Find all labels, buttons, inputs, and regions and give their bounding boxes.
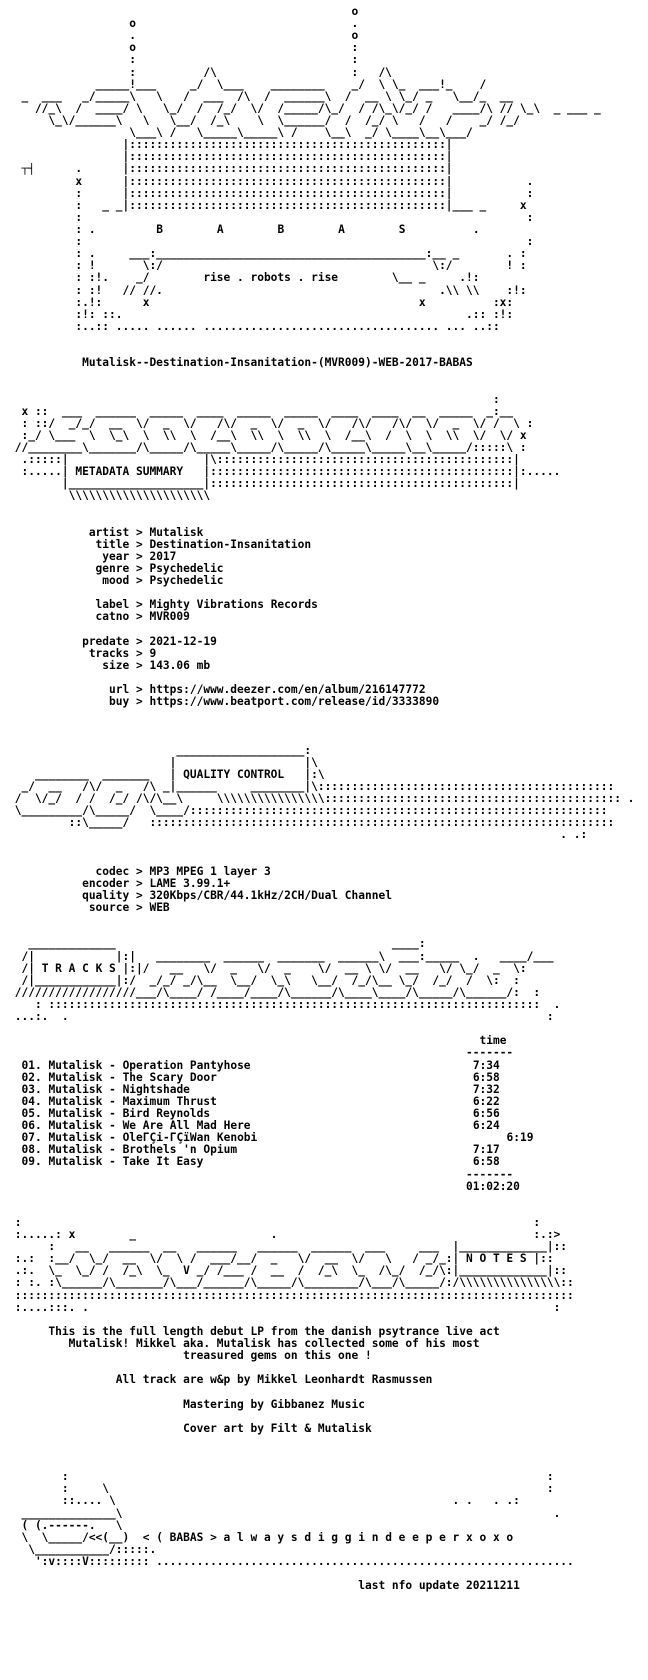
ascii-art: | |\ [8,756,318,769]
ascii-art: ::::::::::::::::::::::::::::::::::::::::::::::::::::::::::::::::::::::::::::::::::: [8,1289,574,1302]
track-title: We Are All Mad Here [122,1120,251,1133]
spacer [8,502,642,514]
meta-predate: predate > 2021-12-19 [8,635,217,648]
track-time: 6:24 [472,1120,500,1133]
ascii-art: \___\ / \_____\_____\ / \__\ _/ \____\__\___/ [8,127,473,140]
meta-year: year > 2017 [8,550,177,563]
update-text: last nfo update 20211211 [358,1580,520,1593]
ascii-art: \_________/\_____/ \____/:::::::::::::::::::::::::::::::::::::::::::::::::::::::::::::: [8,805,608,818]
group-letter: A [338,223,345,236]
qc-source: source > WEB [8,902,170,915]
buy-link[interactable]: https://www.beatport.com/release/id/3333890 [149,696,440,709]
track-title: Maximum Thrust [122,1095,217,1108]
motto-text: < ( BABAS > a l w a y s d i g g i n d e e p e r x o x o [142,1531,514,1544]
meta-label: label > Mighty Vibrations Records [8,599,318,612]
track-artist: Mutalisk [48,1095,103,1108]
tracks-title: T R A C K S [41,962,116,975]
ascii-art: ______________\ . [8,1507,561,1520]
ascii-art: ::\_____/ ::::::::::::::::::::::::::::::::::::::::::::::::::::::::::::::::::::: [8,817,615,830]
spacer [8,381,642,393]
ascii-art: :!: ::. .:: :!: [8,308,514,321]
track-num: 03. [21,1083,42,1096]
ascii-art: : \ : [8,1483,554,1496]
meta-artist: artist > Mutalisk [8,526,204,539]
group-letter: S [398,223,406,236]
track-row: 01. Mutalisk - Operation Pantyhose 7:34 [21,1059,500,1072]
spacer [8,333,642,345]
ascii-art: ::.... \ . . . .: [8,1495,520,1508]
ascii-art: : : [8,1216,541,1229]
spacer [8,1362,642,1374]
ascii-art: : : [8,1471,554,1484]
ascii-art: : :. :\______/\_______/\___/______/\_____/\________/\___/\_____/:/\\\\\\\\\\\\\\\:: [8,1277,574,1290]
ascii-art: ___________________: [8,744,312,757]
spacer [8,1314,642,1326]
ascii-art: ┬┤ . |:::::::::::::::::::::::::::::::::::::::::::::::| [8,163,453,176]
spacer [8,914,642,926]
ascii-art: _____________ ____: [8,938,426,951]
spacer [8,624,642,636]
ascii-art: :_/ \___ \ \_\ \ \\ \ /__\ \\ \ \\ \ /__\ / \ \ \\ \/ \/ x [8,429,527,442]
rule: ------- [466,1047,514,1060]
ascii-art: o : [8,42,359,55]
track-time: 7:32 [472,1083,500,1096]
ascii-art: //////////////////___/\____/ /____/____/\______/\____\____/\_____/\______/: : [8,986,541,999]
ascii-art: o . [8,18,359,31]
spacer [8,1411,642,1423]
ascii-art: o [8,6,359,18]
meta-url: url > https://www.deezer.com/en/album/216147772 [8,684,426,697]
tracklist-total [8,1181,642,1193]
ascii-art: : ::::::::::::::::::::::::::::::::::::::::::::::::::::::::::::::::::::::::: . [8,998,561,1011]
catno-value: MVR009 [149,611,190,624]
track-row: 09. Mutalisk - Take It Easy 6:58 [21,1156,500,1169]
footer-motto: \ \_____/<<(__) < ( BABAS > a l w a y s d i g g i n d e e p e r x o x o [8,1531,514,1544]
spacer [8,720,642,732]
track-title: OleГÇi-ГÇïWan Kenobi [122,1132,258,1145]
ascii-art: //_\ / ____/ \ \_/ / /_/ \/ /_____/\_/ / /\_\/_/ / ____/\ // \_\ _ ___ _ [8,102,601,115]
release-name-text: Mutalisk--Destination-Insanitation-(MVR009)-WEB-2017-BABAS [82,357,473,370]
qc-quality: quality > 320Kbps/CBR/44.1kHz/2CH/Dual Channel [8,889,392,902]
spacer [8,587,642,599]
ascii-art: //________\_______/\_____/\_____\_____/\_____/\_____\_____\__\_____/:::::\ : [8,441,527,454]
quality-value: 320Kbps/CBR/44.1kHz/2CH/Dual Channel [149,889,392,902]
spacer [8,515,642,527]
ascii-art: :.....: x _ . :.:> [8,1229,561,1242]
track-num: 01. [21,1059,42,1072]
tracklist-rule [8,1047,642,1059]
genre-value: Psychedelic [149,563,224,576]
track-artist: Mutalisk [48,1132,103,1145]
ascii-art: _____!___ _/ \___ ________ _/ \ \_ ___!_ / [8,78,487,91]
notes-text: treasured gems on this one ! [183,1350,372,1363]
group-letter: B [277,223,285,236]
ascii-art: ...:. . : [8,1011,554,1024]
ascii-art: . .: [8,829,588,842]
section-title: :.: :__/ \_/ __ \/ \ / ___/__/ _ \/ __ \/ \ / _/_:| N O T E S |:: [8,1253,554,1266]
footer-update [8,1580,642,1592]
ascii-art: / \/_/ / / /_/ /\/\__\ \\\\\\\\\\\\\\\\:::::::::::::::::::::::::::::::::::::::::::: . [8,793,635,806]
total-time: 01:02:20 [466,1180,520,1193]
spacer [8,369,642,381]
track-artist: Mutalisk [48,1083,103,1096]
ascii-art: x :: ___ ______ _____ ____ _____ _____ ____ ____ __ _____ _:__ [8,405,514,418]
track-time: 6:58 [472,1071,500,1084]
meta-size: size > 143.06 mb [8,659,211,672]
ascii-art: : : [8,211,534,224]
ascii-art: \___________/:::::. [8,1543,157,1556]
spacer [8,1459,642,1471]
artist-value: Mutalisk [149,526,204,539]
spacer [8,1447,642,1459]
section-title: :.....| METADATA SUMMARY |:::::::::::::::::::::::::::::::::::::::::::::|:..... [8,466,561,479]
spacer [8,1193,642,1205]
notes-line [8,1326,642,1338]
tracks-value: 9 [149,647,157,660]
section-title: /| T R A C K S |:|/ __ \/ _ \/ _ \/ __ \ \/ __ \/ \_/ _ \: [8,962,527,975]
spacer [8,1205,642,1217]
track-title: Nightshade [122,1083,190,1096]
mood-value: Psychedelic [149,575,224,588]
ascii-art: : . ___:________________________________________:__ _ . : [8,248,527,261]
track-num: 05. [21,1107,42,1120]
track-row: 02. Mutalisk - The Scary Door 6:58 [21,1071,500,1084]
rule: ------- [466,1168,514,1181]
label-value: Mighty Vibrations Records [149,599,318,612]
ascii-art: |:::::::::::::::::::::::::::::::::::::::::::::::| [8,139,453,152]
track-title: Brothels 'n Opium [122,1144,238,1157]
track-num: 06. [21,1120,42,1133]
track-artist: Mutalisk [48,1071,103,1084]
ascii-art: :.!: x x :x: [8,296,514,309]
ascii-art: .:. \_ \_/ / /_\ \_ V _/ /___ / __ / /_\ \_ /\_/ /_/\:|_____________|:: [8,1265,568,1278]
ascii-art: |:::::::::::::::::::::::::::::::::::::::::::::::| [8,151,453,164]
meta-catno: catno > MVR009 [8,611,190,624]
notes-line [8,1423,642,1435]
meta-genre: genre > Psychedelic [8,563,224,576]
ascii-art: : ! \:/ \:/ ! : [8,260,527,273]
meta-buy: buy > https://www.beatport.com/release/id/3333890 [8,696,440,709]
credits-text: All track are w&p by Mikkel Leonhardt Rasmussen [115,1374,433,1387]
tagline: rise . robots . rise [203,272,339,285]
mastering-text: Mastering by Gibbanez Music [183,1398,365,1411]
track-artist: Mutalisk [48,1144,103,1157]
release-name [8,357,642,369]
title-value: Destination-Insanitation [149,538,312,551]
notes-line [8,1374,642,1386]
ascii-art: x |:::::::::::::::::::::::::::::::::::::::::::::::| . [8,175,534,188]
spacer [8,1568,642,1580]
ascii-art: _/ __ /\/ _ /\ _|______ ________|\:::::::::::::::::::::::::::::::::::::::::::: [8,781,615,793]
ascii-art: : _ _|:::::::::::::::::::::::::::::::::::::::::::::::|___ _ x [8,199,527,212]
notes-text: Mutalisk! Mikkel aka. Mutalisk has collected some of his most [68,1338,480,1351]
spacer [8,708,642,720]
ascii-art: : /\ : /\ [8,66,392,79]
spacer [8,1386,642,1398]
group-letter: B [156,223,163,236]
ascii-art: : __ ______ __ ______ ______ ______ ___ ___ |_____________|:: [8,1241,568,1254]
track-num: 07. [21,1132,42,1145]
notes-line [8,1338,642,1350]
ascii-art: \\\\\\\\\\\\\\\\\\\\\ [8,490,211,503]
track-row: 04. Mutalisk - Maximum Thrust 6:22 [21,1095,500,1108]
track-title: The Scary Door [122,1071,217,1084]
encoder-value: LAME 3.99.1+ [149,877,231,890]
notes-line [8,1399,642,1411]
track-time: 7:34 [472,1059,500,1072]
track-time: 6:22 [472,1095,500,1108]
track-title: Bird Reynolds [122,1107,211,1120]
qc-encoder: encoder > LAME 3.99.1+ [8,877,231,890]
track-time: 7:17 [472,1144,500,1157]
track-title: Take It Easy [122,1156,204,1169]
track-num: 09. [21,1156,42,1169]
ascii-art: : : [8,54,359,67]
section-title: ________ _______ | QUALITY CONTROL |:\ [8,768,325,781]
ascii-art: : [8,393,500,406]
group-letter: A [216,223,224,236]
track-num: 04. [21,1095,42,1108]
year-value: 2017 [149,550,177,563]
tracklist-header [8,1035,642,1047]
nfo-document [8,6,642,1674]
track-row: 06. Mutalisk - We Are All Mad Here 6:24 [21,1120,500,1133]
spacer [8,345,642,357]
source-value: WEB [149,902,170,915]
quality-title: QUALITY CONTROL [183,768,285,781]
track-time: 6:56 [472,1107,500,1120]
track-time: 6:58 [472,1156,500,1169]
ascii-art: : :!. _/ rise . robots . rise \__ _ .!: [8,272,480,285]
ascii-art: : . B A B A S . [8,223,480,236]
cover-text: Cover art by Filt & Mutalisk [183,1422,372,1435]
track-artist: Mutalisk [48,1156,103,1169]
track-artist: Mutalisk [48,1120,103,1133]
meta-tracks: tracks > 9 [8,647,157,660]
track-time: 6:19 [506,1132,534,1145]
track-row: 03. Mutalisk - Nightshade 7:32 [21,1083,500,1096]
spacer [8,926,642,938]
ascii-art: /|____________|:/ _/_/ _/\__ \__/ \_\ \__/ /_/\__ \_/ /_/ / \: : [8,974,520,987]
meta-title: title > Destination-Insanitation [8,538,312,551]
ascii-art: |____________________|:::::::::::::::::::::::::::::::::::::::::::::| [8,478,520,491]
ascii-art: \_\/______\ \ \__/ /_\ \ \______/ / /_/ \ / / _/ /_/ [8,114,520,127]
ascii-art: ':v::::V::::::::: .............................................................. [8,1556,574,1568]
spacer [8,672,642,684]
ascii-art: :....:::. . : [8,1301,561,1314]
spacer [8,842,642,854]
ascii-art: : :! // //. .\\ \\ :!: [8,284,527,297]
track-row: 07. Mutalisk - OleГÇi-ГÇïWan Kenobi 6:19 [21,1132,534,1145]
ascii-art: . o [8,30,359,43]
size-value: 143.06 mb [149,659,211,672]
spacer [8,1435,642,1447]
ascii-art: ( (.------. \ [8,1519,123,1532]
track-row: 08. Mutalisk - Brothels 'n Opium 7:17 [21,1144,500,1157]
ascii-art: : ::/ _/_/ __ \/ _ \/ /\/ _ \/ _ \/ /\/ /\/ \/ _ \/ / \ : [8,417,534,430]
track-num: 02. [21,1071,42,1084]
track-num: 08. [21,1144,42,1157]
notes-text: This is the full length debut LP from the danish psytrance live act [48,1325,500,1338]
ascii-art: :..:: ..... ...... ................................... ... ..:: [8,320,500,333]
track-artist: Mutalisk [48,1059,103,1072]
codec-value: MP3 MPEG 1 layer 3 [149,865,271,878]
spacer [8,854,642,866]
metadata-title: METADATA SUMMARY [75,466,184,479]
ascii-art: : : [8,236,534,249]
meta-mood: mood > Psychedelic [8,575,224,588]
time-header: time [479,1035,507,1048]
spacer [8,1023,642,1035]
track-row: 05. Mutalisk - Bird Reynolds 6:56 [21,1107,500,1120]
url-link[interactable]: https://www.deezer.com/en/album/216147772 [149,684,426,697]
ascii-art: .:::::| |\::::::::::::::::::::::::::::::::::::::::::::| [8,454,520,467]
ascii-art: _ ___ _/_____\ \ / ___ /\ / ______\ / __ \ \_/ _ \__/_ __ [8,90,514,103]
tracklist-rule [8,1169,642,1181]
ascii-art: : |:::::::::::::::::::::::::::::::::::::::::::::::| : [8,187,534,200]
track-title: Operation Pantyhose [122,1059,251,1072]
notes-title: N O T E S [466,1253,527,1266]
predate-value: 2021-12-19 [149,635,217,648]
spacer [8,733,642,745]
track-artist: Mutalisk [48,1107,103,1120]
notes-line [8,1350,642,1362]
qc-codec: codec > MP3 MPEG 1 layer 3 [8,865,271,878]
ascii-art: /| |:| ________ ______ _______ ______\ ___:_____ . ____/___ [8,950,554,963]
